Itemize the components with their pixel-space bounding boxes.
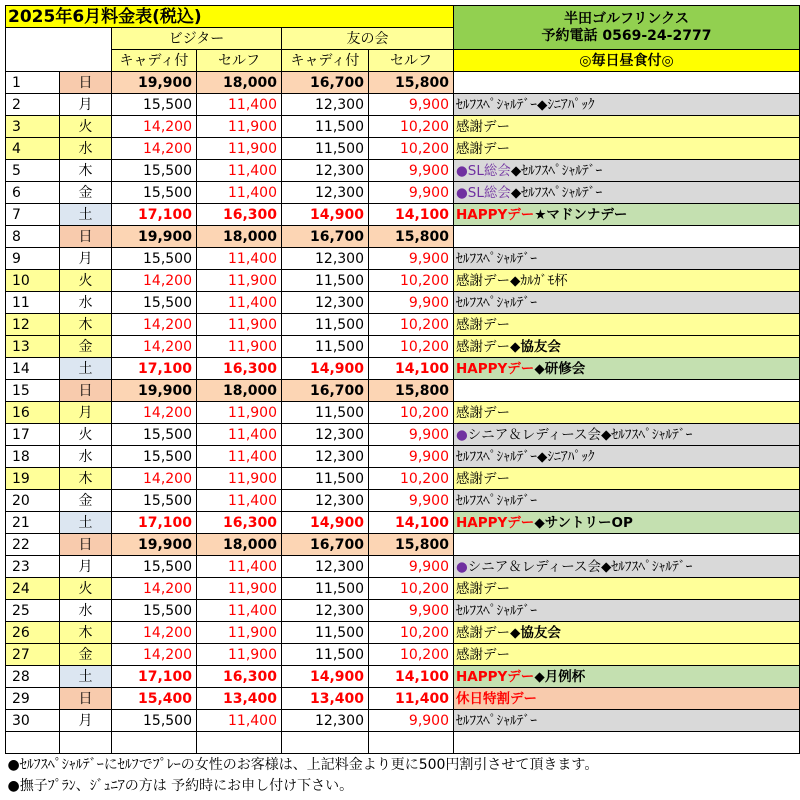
price-m-cad: 16,700 <box>282 72 369 94</box>
price-m-self: 14,100 <box>369 204 454 226</box>
event-note <box>454 204 800 226</box>
price-v-cad: 14,200 <box>112 270 197 292</box>
price-v-self: 11,900 <box>197 270 282 292</box>
event-name: 協友会 <box>520 338 561 355</box>
price-m-self: 9,900 <box>369 600 454 622</box>
phone-number: 予約電話 0569-24-2777 <box>541 27 712 44</box>
day-number: 16 <box>6 402 60 424</box>
weekday: 土 <box>60 358 112 380</box>
table-row <box>6 666 800 688</box>
price-m-cad: 14,900 <box>282 358 369 380</box>
event-label: 感謝デー◆ <box>456 338 521 355</box>
price-v-self: 18,000 <box>197 72 282 94</box>
price-v-cad: 15,500 <box>112 710 197 732</box>
price-m-self: 10,200 <box>369 116 454 138</box>
happy-day-label: HAPPYデー <box>456 514 535 531</box>
price-v-self: 11,400 <box>197 182 282 204</box>
event-note <box>454 380 800 402</box>
price-m-self: 9,900 <box>369 182 454 204</box>
price-m-self: 9,900 <box>369 446 454 468</box>
price-v-cad: 19,900 <box>112 380 197 402</box>
price-v-cad: 19,900 <box>112 72 197 94</box>
weekday: 土 <box>60 666 112 688</box>
course-header <box>454 6 800 50</box>
day-number: 19 <box>6 468 60 490</box>
price-m-self: 10,200 <box>369 644 454 666</box>
price-v-self: 11,900 <box>197 116 282 138</box>
weekday: 日 <box>60 226 112 248</box>
weekday: 木 <box>60 468 112 490</box>
event-note: 感謝デー <box>454 116 800 138</box>
day-number: 2 <box>6 94 60 116</box>
day-number: 21 <box>6 512 60 534</box>
event-name: ★マドンナデー <box>534 206 628 223</box>
price-v-self: 18,000 <box>197 534 282 556</box>
price-v-self: 16,300 <box>197 204 282 226</box>
weekday: 金 <box>60 182 112 204</box>
empty-cell <box>369 732 454 754</box>
price-v-cad: 15,500 <box>112 292 197 314</box>
event-note <box>454 72 800 94</box>
empty-cell <box>112 732 197 754</box>
price-m-cad: 12,300 <box>282 600 369 622</box>
price-m-cad: 12,300 <box>282 490 369 512</box>
table-row <box>6 138 800 160</box>
table-row <box>6 490 800 512</box>
weekday: 月 <box>60 402 112 424</box>
day-number: 22 <box>6 534 60 556</box>
day-number: 20 <box>6 490 60 512</box>
price-m-self: 9,900 <box>369 160 454 182</box>
price-v-cad: 14,200 <box>112 644 197 666</box>
table-row <box>6 402 800 424</box>
price-v-self: 18,000 <box>197 226 282 248</box>
table-row <box>6 116 800 138</box>
event-name: SL総会 <box>467 184 511 201</box>
event-bullet: ● <box>456 162 468 179</box>
price-m-cad: 11,500 <box>282 402 369 424</box>
price-m-cad: 11,500 <box>282 622 369 644</box>
price-m-cad: 12,300 <box>282 446 369 468</box>
footer-row <box>6 775 800 796</box>
weekday: 木 <box>60 314 112 336</box>
price-m-self: 11,400 <box>369 688 454 710</box>
price-m-cad: 16,700 <box>282 380 369 402</box>
price-m-cad: 16,700 <box>282 226 369 248</box>
price-m-self: 9,900 <box>369 94 454 116</box>
price-m-cad: 11,500 <box>282 578 369 600</box>
event-detail: ◆ｾﾙﾌｽﾍﾟｼｬﾙﾃﾞｰ <box>510 184 603 201</box>
table-row <box>6 248 800 270</box>
event-note: ｾﾙﾌｽﾍﾟｼｬﾙﾃﾞｰ◆ｼﾆｱﾊﾟｯｸ <box>454 94 800 116</box>
weekday: 月 <box>60 248 112 270</box>
price-v-cad: 17,100 <box>112 204 197 226</box>
day-number: 30 <box>6 710 60 732</box>
price-v-self: 11,400 <box>197 600 282 622</box>
event-label: 感謝デー◆ <box>456 624 521 641</box>
event-note: 感謝デー <box>454 644 800 666</box>
price-v-self: 11,900 <box>197 402 282 424</box>
price-v-self: 11,400 <box>197 292 282 314</box>
price-m-cad: 16,700 <box>282 534 369 556</box>
day-number: 26 <box>6 622 60 644</box>
price-table <box>5 5 800 796</box>
price-m-cad: 12,300 <box>282 94 369 116</box>
weekday: 水 <box>60 138 112 160</box>
table-row <box>6 468 800 490</box>
price-m-cad: 14,900 <box>282 666 369 688</box>
day-number: 9 <box>6 248 60 270</box>
price-m-cad: 14,900 <box>282 204 369 226</box>
price-v-cad: 14,200 <box>112 622 197 644</box>
price-v-self: 11,900 <box>197 336 282 358</box>
price-m-cad: 11,500 <box>282 644 369 666</box>
price-m-self: 14,100 <box>369 358 454 380</box>
visitor-header: ビジター <box>112 28 282 50</box>
price-v-cad: 15,500 <box>112 446 197 468</box>
weekday: 火 <box>60 270 112 292</box>
event-note: 感謝デー <box>454 138 800 160</box>
table-row <box>6 72 800 94</box>
price-v-self: 11,900 <box>197 644 282 666</box>
day-number: 28 <box>6 666 60 688</box>
price-m-cad: 11,500 <box>282 270 369 292</box>
price-v-cad: 14,200 <box>112 116 197 138</box>
price-m-cad: 12,300 <box>282 556 369 578</box>
member-self-header: セルフ <box>369 50 454 72</box>
table-row <box>6 534 800 556</box>
price-v-cad: 15,500 <box>112 600 197 622</box>
price-v-cad: 15,500 <box>112 94 197 116</box>
weekday: 月 <box>60 556 112 578</box>
day-number: 25 <box>6 600 60 622</box>
day-number: 8 <box>6 226 60 248</box>
weekday: 火 <box>60 116 112 138</box>
day-number: 29 <box>6 688 60 710</box>
spacer-row <box>6 732 800 754</box>
event-name: ◆月例杯 <box>534 668 586 685</box>
footer-note: ●ｾﾙﾌｽﾍﾟｼｬﾙﾃﾞｰにｾﾙﾌでﾌﾟﾚｰの女性のお客様は、上記料金より更に500円割引させて頂きます。 <box>7 756 599 773</box>
price-m-cad: 12,300 <box>282 160 369 182</box>
price-v-self: 11,400 <box>197 248 282 270</box>
header-blank <box>6 28 112 72</box>
price-v-cad: 15,500 <box>112 248 197 270</box>
event-note <box>454 512 800 534</box>
day-number: 6 <box>6 182 60 204</box>
price-m-cad: 11,500 <box>282 314 369 336</box>
price-m-cad: 12,300 <box>282 248 369 270</box>
price-v-self: 18,000 <box>197 380 282 402</box>
table-row <box>6 600 800 622</box>
table-row <box>6 94 800 116</box>
price-v-cad: 17,100 <box>112 358 197 380</box>
weekday: 土 <box>60 512 112 534</box>
day-number: 12 <box>6 314 60 336</box>
price-m-cad: 14,900 <box>282 512 369 534</box>
event-detail: ◆ｾﾙﾌｽﾍﾟｼｬﾙﾃﾞｰ <box>510 162 603 179</box>
table-row <box>6 424 800 446</box>
price-v-cad: 14,200 <box>112 468 197 490</box>
event-note <box>454 358 800 380</box>
table-row <box>6 380 800 402</box>
price-v-cad: 14,200 <box>112 336 197 358</box>
price-m-self: 9,900 <box>369 556 454 578</box>
event-note <box>454 160 800 182</box>
price-m-self: 10,200 <box>369 578 454 600</box>
weekday: 金 <box>60 336 112 358</box>
weekday: 水 <box>60 600 112 622</box>
price-v-cad: 19,900 <box>112 226 197 248</box>
visitor-self-header: セルフ <box>197 50 282 72</box>
price-m-cad: 11,500 <box>282 468 369 490</box>
price-v-cad: 15,500 <box>112 182 197 204</box>
footer-row <box>6 754 800 776</box>
event-note: 感謝デー◆ｶﾙｶﾞﾓ杯 <box>454 270 800 292</box>
price-m-self: 10,200 <box>369 314 454 336</box>
price-v-cad: 14,200 <box>112 578 197 600</box>
price-m-self: 10,200 <box>369 468 454 490</box>
price-m-cad: 13,400 <box>282 688 369 710</box>
page-title: 2025年6月料金表(税込) <box>6 6 454 28</box>
weekday: 月 <box>60 94 112 116</box>
price-m-self: 9,900 <box>369 292 454 314</box>
table-row <box>6 160 800 182</box>
price-v-self: 16,300 <box>197 358 282 380</box>
course-name: 半田ゴルフリンクス <box>563 10 690 27</box>
price-m-cad: 11,500 <box>282 336 369 358</box>
price-m-self: 9,900 <box>369 710 454 732</box>
price-v-cad: 19,900 <box>112 534 197 556</box>
day-number: 10 <box>6 270 60 292</box>
day-number: 5 <box>6 160 60 182</box>
table-row <box>6 336 800 358</box>
price-m-cad: 11,500 <box>282 116 369 138</box>
weekday: 土 <box>60 204 112 226</box>
price-v-cad: 17,100 <box>112 666 197 688</box>
table-row <box>6 556 800 578</box>
empty-cell <box>60 732 112 754</box>
table-row <box>6 314 800 336</box>
weekday: 日 <box>60 534 112 556</box>
weekday: 日 <box>60 688 112 710</box>
happy-day-label: HAPPYデー <box>456 206 535 223</box>
event-name: ◆サントリーOP <box>534 514 633 531</box>
price-v-cad: 15,500 <box>112 490 197 512</box>
event-name: SL総会 <box>467 162 511 179</box>
price-m-self: 10,200 <box>369 402 454 424</box>
price-m-self: 14,100 <box>369 512 454 534</box>
day-number: 14 <box>6 358 60 380</box>
event-note <box>454 424 800 446</box>
weekday: 水 <box>60 446 112 468</box>
event-bullet: ● <box>456 558 468 575</box>
price-v-self: 11,400 <box>197 490 282 512</box>
happy-day-label: HAPPYデー <box>456 360 535 377</box>
event-note: ｾﾙﾌｽﾍﾟｼｬﾙﾃﾞｰ <box>454 248 800 270</box>
price-m-cad: 12,300 <box>282 292 369 314</box>
member-caddie-header: キャディ付 <box>282 50 369 72</box>
price-m-self: 15,800 <box>369 72 454 94</box>
visitor-caddie-header: キャディ付 <box>112 50 197 72</box>
event-note: ｾﾙﾌｽﾍﾟｼｬﾙﾃﾞｰ <box>454 292 800 314</box>
table-row <box>6 644 800 666</box>
event-note: 感謝デー <box>454 314 800 336</box>
table-row <box>6 358 800 380</box>
empty-cell <box>282 732 369 754</box>
event-note <box>454 226 800 248</box>
day-number: 18 <box>6 446 60 468</box>
table-row <box>6 688 800 710</box>
table-row <box>6 226 800 248</box>
price-m-self: 10,200 <box>369 336 454 358</box>
weekday: 火 <box>60 424 112 446</box>
day-number: 23 <box>6 556 60 578</box>
event-note: 感謝デー <box>454 578 800 600</box>
table-row <box>6 292 800 314</box>
price-v-self: 11,400 <box>197 446 282 468</box>
event-name: 協友会 <box>520 624 561 641</box>
price-m-cad: 12,300 <box>282 710 369 732</box>
weekday: 水 <box>60 292 112 314</box>
event-bullet: ● <box>456 184 468 201</box>
weekday: 火 <box>60 578 112 600</box>
price-v-self: 11,900 <box>197 578 282 600</box>
price-m-self: 10,200 <box>369 138 454 160</box>
price-v-self: 11,900 <box>197 468 282 490</box>
price-m-self: 15,800 <box>369 226 454 248</box>
price-m-cad: 11,500 <box>282 138 369 160</box>
event-note: 休日特割デー <box>454 688 800 710</box>
price-v-cad: 15,500 <box>112 556 197 578</box>
weekday: 木 <box>60 160 112 182</box>
day-number: 3 <box>6 116 60 138</box>
event-note: ｾﾙﾌｽﾍﾟｼｬﾙﾃﾞｰ <box>454 710 800 732</box>
price-m-cad: 12,300 <box>282 424 369 446</box>
table-row <box>6 622 800 644</box>
day-number: 24 <box>6 578 60 600</box>
table-row <box>6 578 800 600</box>
event-note <box>454 666 800 688</box>
price-m-self: 10,200 <box>369 270 454 292</box>
member-header: 友の会 <box>282 28 454 50</box>
table-row <box>6 182 800 204</box>
price-v-self: 11,400 <box>197 424 282 446</box>
event-note <box>454 534 800 556</box>
table-row <box>6 710 800 732</box>
price-v-cad: 14,200 <box>112 402 197 424</box>
price-m-cad: 12,300 <box>282 182 369 204</box>
event-name: シニア＆レディース会◆ｾﾙﾌｽﾍﾟｼｬﾙﾃﾞｰ <box>467 426 693 443</box>
table-row <box>6 446 800 468</box>
event-note: ｾﾙﾌｽﾍﾟｼｬﾙﾃﾞｰ <box>454 490 800 512</box>
event-note: ｾﾙﾌｽﾍﾟｼｬﾙﾃﾞｰ◆ｼﾆｱﾊﾟｯｸ <box>454 446 800 468</box>
price-m-self: 15,800 <box>369 380 454 402</box>
table-row <box>6 512 800 534</box>
empty-cell <box>6 732 60 754</box>
event-note: ｾﾙﾌｽﾍﾟｼｬﾙﾃﾞｰ <box>454 600 800 622</box>
event-note <box>454 182 800 204</box>
event-note: 感謝デー <box>454 402 800 424</box>
price-v-cad: 14,200 <box>112 138 197 160</box>
empty-cell <box>197 732 282 754</box>
day-number: 11 <box>6 292 60 314</box>
price-v-self: 11,900 <box>197 622 282 644</box>
weekday: 日 <box>60 380 112 402</box>
price-v-self: 11,900 <box>197 138 282 160</box>
price-v-self: 11,400 <box>197 94 282 116</box>
price-v-self: 13,400 <box>197 688 282 710</box>
price-v-self: 11,400 <box>197 556 282 578</box>
lunch-note: ◎毎日昼食付◎ <box>454 50 800 72</box>
happy-day-label: HAPPYデー <box>456 668 535 685</box>
event-note <box>454 556 800 578</box>
event-note: 感謝デー <box>454 468 800 490</box>
event-name: シニア＆レディース会◆ｾﾙﾌｽﾍﾟｼｬﾙﾃﾞｰ <box>467 558 693 575</box>
price-v-cad: 14,200 <box>112 314 197 336</box>
footer-note: ●撫子ﾌﾟﾗﾝ、ｼﾞｭﾆｱの方は 予約時にお申し付け下さい。 <box>7 777 354 794</box>
price-v-cad: 15,400 <box>112 688 197 710</box>
day-number: 13 <box>6 336 60 358</box>
weekday: 金 <box>60 644 112 666</box>
price-m-self: 14,100 <box>369 666 454 688</box>
empty-cell <box>454 732 800 754</box>
price-v-self: 11,900 <box>197 314 282 336</box>
day-number: 7 <box>6 204 60 226</box>
price-v-self: 11,400 <box>197 160 282 182</box>
day-number: 1 <box>6 72 60 94</box>
price-m-self: 9,900 <box>369 248 454 270</box>
price-m-self: 15,800 <box>369 534 454 556</box>
day-number: 17 <box>6 424 60 446</box>
day-number: 15 <box>6 380 60 402</box>
price-v-cad: 17,100 <box>112 512 197 534</box>
day-number: 27 <box>6 644 60 666</box>
weekday: 木 <box>60 622 112 644</box>
event-name: ◆研修会 <box>534 360 586 377</box>
price-v-self: 16,300 <box>197 512 282 534</box>
table-row <box>6 204 800 226</box>
event-note <box>454 622 800 644</box>
price-m-self: 10,200 <box>369 622 454 644</box>
price-m-self: 9,900 <box>369 490 454 512</box>
price-v-cad: 15,500 <box>112 424 197 446</box>
price-v-self: 16,300 <box>197 666 282 688</box>
day-number: 4 <box>6 138 60 160</box>
table-row <box>6 270 800 292</box>
weekday: 月 <box>60 710 112 732</box>
price-v-self: 11,400 <box>197 710 282 732</box>
weekday: 日 <box>60 72 112 94</box>
event-note <box>454 336 800 358</box>
weekday: 金 <box>60 490 112 512</box>
price-v-cad: 15,500 <box>112 160 197 182</box>
event-bullet: ● <box>456 426 468 443</box>
price-m-self: 9,900 <box>369 424 454 446</box>
